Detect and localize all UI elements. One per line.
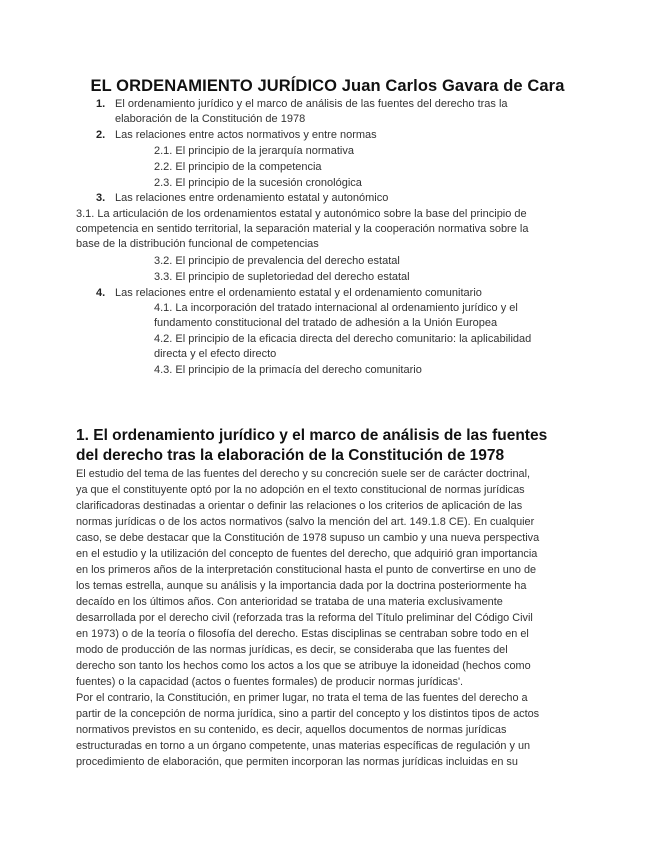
paragraph-line: decaído en los últimos años. Con anterioridad se trataba de una materia exclusivamente — [76, 596, 503, 608]
toc-item: Las relaciones entre el ordenamiento estatal y el ordenamiento comunitario — [115, 287, 482, 299]
toc-subitem: 3.3. El principio de supletoriedad del derecho estatal — [154, 271, 410, 283]
toc-subitem: 4.2. El principio de la eficacia directa del derecho comunitario: la aplicabilidad — [154, 333, 532, 345]
toc-flat-item: base de la distribución funcional de competencias — [76, 238, 319, 250]
document-title: EL ORDENAMIENTO JURÍDICO Juan Carlos Gavara de Cara — [90, 77, 565, 95]
paragraph-line: en 1973) o de la teoría o filosofía del derecho. Estas disciplinas se centraban sobre todo en el — [76, 628, 529, 640]
section-heading: del derecho tras la elaboración de la Constitución de 1978 — [76, 447, 505, 464]
toc-subitem: 3.2. El principio de prevalencia del derecho estatal — [154, 255, 400, 267]
toc-subitem: directa y el efecto directo — [154, 348, 277, 360]
paragraph-line: procedimiento de elaboración, que permiten incorporan las normas jurídicas incluidas en su — [76, 756, 518, 768]
paragraph-line: caso, se debe destacar que la Constitución de 1978 supuso un cambio y una nueva perspectiva — [76, 532, 540, 544]
paragraph-line: clarificadoras destinadas a orientar o definir las relaciones o los criterios de aplicación de las — [76, 500, 523, 512]
toc-item: Las relaciones entre ordenamiento estatal y autonómico — [115, 192, 389, 204]
paragraph-line: normativos previstos en su contenido, es decir, aquellos documentos de normas jurídicas — [76, 724, 507, 736]
paragraph-line: fuentes) o la capacidad (actos o fuentes formales) de producir normas jurídicas'. — [76, 676, 464, 688]
toc-subitem: 4.1. La incorporación del tratado internacional al ordenamiento jurídico y el — [154, 302, 518, 314]
toc-subitem: fundamento constitucional del tratado de adhesión a la Unión Europea — [154, 317, 498, 329]
toc-subitem: 2.1. El principio de la jerarquía normativa — [154, 145, 354, 157]
toc-item: Las relaciones entre actos normativos y entre normas — [115, 129, 377, 141]
toc-number: 4. — [96, 287, 106, 299]
toc-subitem: 2.3. El principio de la sucesión cronológica — [154, 177, 362, 189]
paragraph-line: los temas estrella, aunque su análisis y la importancia dada por la doctrina posteriormente ha — [76, 580, 527, 592]
paragraph-line: El estudio del tema de las fuentes del derecho y su concreción suele ser de carácter doctrinal, — [76, 468, 531, 480]
paragraph-line: estructuradas en torno a un órgano competente, unas materias específicas de regulación y un — [76, 740, 531, 752]
paragraph-line: en los primeros años de la interpretación constitucional hasta el punto de convertirse en uno de — [76, 564, 537, 576]
toc-item: El ordenamiento jurídico y el marco de análisis de las fuentes del derecho tras la — [115, 98, 508, 110]
toc-item: elaboración de la Constitución de 1978 — [115, 113, 306, 125]
toc-number: 3. — [96, 192, 106, 204]
section-heading: 1. El ordenamiento jurídico y el marco de análisis de las fuentes — [76, 427, 548, 444]
toc-flat-item: competencia en sentido territorial, la separación material y la cooperación normativa sobre la — [76, 223, 529, 235]
paragraph-line: desarrollada por el derecho civil (reforzada tras la reforma del Título preliminar del Código Civil — [76, 612, 533, 624]
paragraph-line: derecho son tanto los hechos como los actos a los que se atribuye la idoneidad (hechos como — [76, 660, 531, 672]
paragraph-line: modo de producción de las normas jurídicas, es decir, se consideraba que las fuentes del — [76, 644, 508, 656]
paragraph-line: Por el contrario, la Constitución, en primer lugar, no trata el tema de las fuentes del derecho a — [76, 692, 528, 704]
toc-number: 1. — [96, 98, 106, 110]
paragraph-line: ya que el constituyente optó por la no adopción en el texto constitucional de normas jurídicas — [76, 484, 525, 496]
paragraph-line: en el estudio y la utilización del concepto de fuentes del derecho, que adquirió gran importancia — [76, 548, 538, 560]
paragraph-line: normas jurídicas o de los actos normativos (salvo la mención del art. 149.1.8 CE). En cualquier — [76, 516, 535, 528]
toc-flat-item: 3.1. La articulación de los ordenamientos estatal y autonómico sobre la base del principio de — [76, 208, 527, 220]
toc-subitem: 4.3. El principio de la primacía del derecho comunitario — [154, 364, 422, 376]
toc-number: 2. — [96, 129, 106, 141]
toc-subitem: 2.2. El principio de la competencia — [154, 161, 322, 173]
paragraph-line: partir de la concepción de norma jurídica, sino a partir del concepto y los distintos tipos de actos — [76, 708, 540, 720]
